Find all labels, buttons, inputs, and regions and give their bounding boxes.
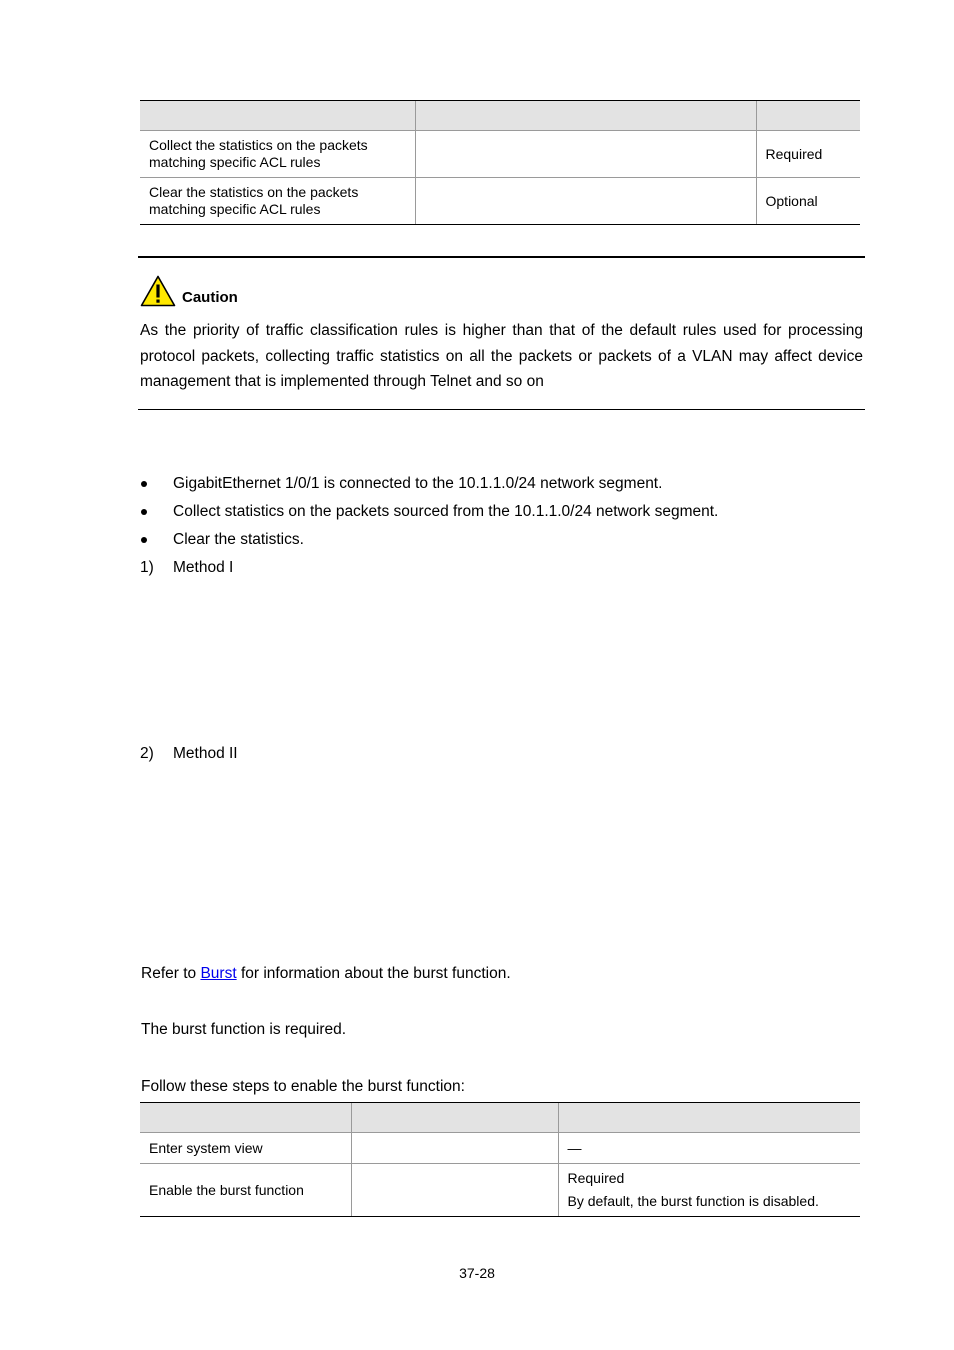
remarks-cell <box>558 1133 860 1164</box>
method-label: Method II <box>173 745 238 762</box>
refer-prefix: Refer to <box>141 965 201 982</box>
caution-top-rule <box>138 256 865 258</box>
header-remarks <box>756 101 860 131</box>
method-number: 1) <box>140 559 154 576</box>
command-cell <box>415 178 756 225</box>
caution-title: Caution <box>182 289 238 306</box>
table-row <box>140 178 860 225</box>
warning-triangle-icon <box>140 275 176 307</box>
operation-cell: Enable the burst function <box>140 1164 351 1217</box>
caution-bottom-rule <box>138 409 865 410</box>
bullet-icon <box>141 481 147 487</box>
command-cell <box>351 1164 558 1217</box>
acl-statistics-table <box>140 100 860 225</box>
remarks-cell: Optional <box>756 178 860 225</box>
header-command <box>351 1103 558 1133</box>
method-number: 2) <box>140 745 154 762</box>
table-row <box>140 131 860 178</box>
refer-suffix: for information about the burst function. <box>236 965 511 982</box>
header-remarks <box>558 1103 860 1133</box>
remarks-cell: Required <box>756 131 860 178</box>
burst-reference <box>141 965 511 983</box>
table-row <box>140 1164 860 1217</box>
list-item: GigabitEthernet 1/0/1 is connected to the 10.1.1.0/24 network segment. <box>173 475 663 492</box>
page-number: 37-28 <box>459 1265 495 1281</box>
list-item: Clear the statistics. <box>173 531 304 548</box>
burst-config-table <box>140 1102 860 1217</box>
table-header-row <box>140 101 860 131</box>
header-command <box>415 101 756 131</box>
table-row <box>140 1133 860 1164</box>
burst-required-text: The burst function is required. <box>141 1021 347 1038</box>
operation-cell: Enter system view <box>140 1133 351 1164</box>
remarks-cell <box>558 1164 860 1217</box>
command-cell <box>415 131 756 178</box>
operation-cell: Collect the statistics on the packets matching specific ACL rules <box>140 131 415 178</box>
remarks-default-note: By default, the burst function is disabled. <box>567 1193 819 1209</box>
table-header-row <box>140 1103 860 1133</box>
list-item: Collect statistics on the packets sourced from the 10.1.1.0/24 network segment. <box>173 503 719 520</box>
method-label: Method I <box>173 559 234 576</box>
command-cell <box>351 1133 558 1164</box>
caution-text: As the priority of traffic classification rules is higher than that of the default rules used for processing protocol packets, collecting traffic statistics on all the packets or packets of a VLAN may affect device management that is implemented through Telnet and so on <box>140 322 863 390</box>
remarks-text: — <box>567 1139 582 1156</box>
bullet-icon <box>141 537 147 543</box>
header-operation <box>140 101 415 131</box>
operation-cell: Clear the statistics on the packets matching specific ACL rules <box>140 178 415 225</box>
header-operation <box>140 1103 351 1133</box>
burst-link[interactable]: Burst <box>200 965 237 982</box>
remarks-text: Required <box>567 1170 625 1186</box>
burst-steps-intro: Follow these steps to enable the burst function: <box>141 1078 465 1095</box>
bullet-icon <box>141 509 147 515</box>
